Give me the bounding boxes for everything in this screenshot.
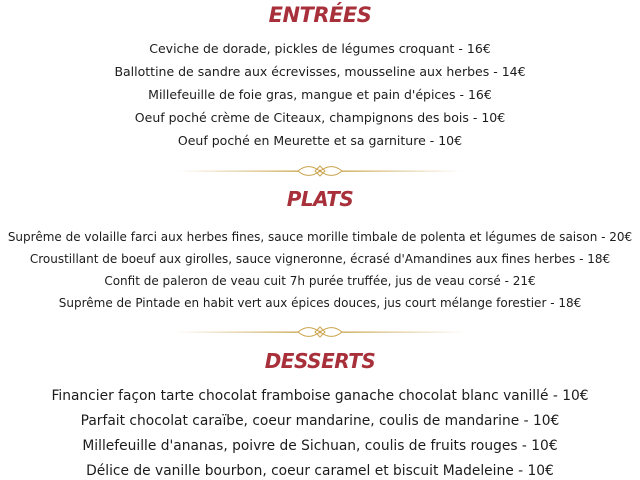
ornament-divider-icon — [0, 324, 640, 340]
entrees-item: Oeuf poché en Meurette et sa garniture - 10€ — [177, 133, 463, 148]
entrees-item: Millefeuille de foie gras, mangue et pain d'épices - 16€ — [148, 87, 492, 102]
entrees-item: Ceviche de dorade, pickles de légumes croquant - 16€ — [149, 41, 491, 56]
ornament-divider-icon — [0, 163, 640, 179]
plats-item: Confit de paleron de veau cuit 7h purée truffée, jus de veau corsé - 21€ — [104, 274, 536, 288]
desserts-title: DESSERTS — [264, 349, 376, 373]
plats-item: Croustillant de boeuf aux girolles, sauce vigneronne, écrasé d'Amandines aux fines herbes - 18€ — [29, 252, 611, 266]
desserts-item: Délice de vanille bourbon, coeur caramel et biscuit Madeleine - 10€ — [86, 463, 554, 479]
plats-item: Suprême de volaille farci aux herbes fines, sauce morille timbale de polenta et légumes de saison - 20€ — [7, 230, 633, 244]
plats-item: Suprême de Pintade en habit vert aux épices douces, jus court mélange forestier - 18€ — [58, 296, 582, 310]
plats-title: PLATS — [286, 187, 354, 211]
desserts-item: Financier façon tarte chocolat framboise ganache chocolat blanc vanillé - 10€ — [51, 388, 589, 404]
desserts-item: Millefeuille d'ananas, poivre de Sichuan, coulis de fruits rouges - 10€ — [82, 438, 558, 454]
entrees-item: Ballottine de sandre aux écrevisses, mousseline aux herbes - 14€ — [114, 64, 526, 79]
entrees-item: Oeuf poché crème de Citeaux, champignons des bois - 10€ — [134, 110, 506, 125]
desserts-item: Parfait chocolat caraïbe, coeur mandarine, coulis de mandarine - 10€ — [80, 413, 560, 429]
entrees-title: ENTRÉES — [268, 3, 372, 27]
